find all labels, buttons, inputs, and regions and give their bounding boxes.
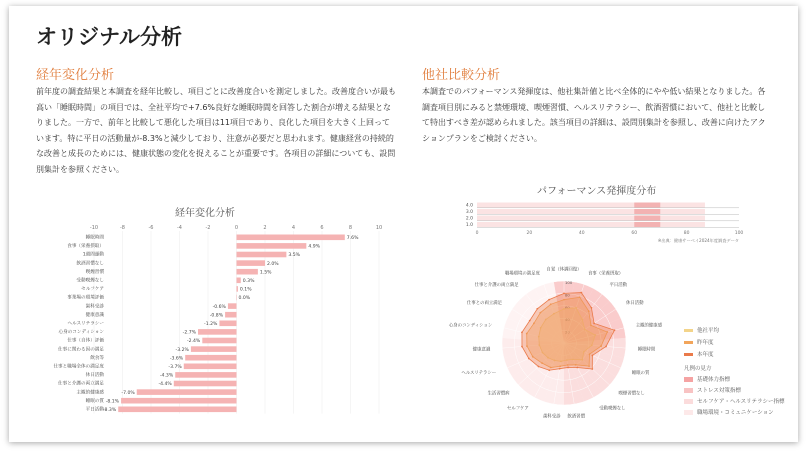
category-label: 1週間運動 (82, 252, 104, 258)
radar-point (576, 367, 578, 369)
x-tick-label: 6 (320, 225, 324, 231)
dist-category-label: 3.0 (465, 210, 473, 215)
dist-segment (477, 209, 634, 214)
bar (237, 252, 287, 258)
dist-segment (660, 203, 705, 208)
legend-item (684, 326, 794, 334)
bar (175, 372, 236, 378)
bar-value-label: -3.2% (175, 347, 189, 353)
bar-chart-title: 経年変化分析 (175, 208, 235, 219)
dist-segment (660, 209, 705, 214)
radar-point (521, 346, 523, 348)
category-label: 食事（栄養摂取） (67, 244, 104, 250)
bar (237, 269, 258, 275)
radar-axis-label: 自覚（体調回復） (546, 267, 582, 273)
bar-value-label: -8.1% (105, 399, 120, 405)
right-section-heading: 他社比較分析 (422, 68, 501, 83)
radar-legend (684, 326, 794, 419)
category-label: 睡眠時間 (85, 235, 104, 241)
radar-point (591, 355, 593, 357)
bar (237, 278, 241, 284)
bar-value-label: -3.6% (169, 356, 184, 362)
legend2-item (684, 408, 794, 416)
category-label: 健康意識 (85, 312, 104, 318)
category-label: 飲食等 (90, 355, 104, 361)
legend2-swatch (684, 388, 693, 393)
dist-tick-label: 100 (734, 231, 744, 236)
bar (174, 381, 237, 387)
radar-chart (439, 258, 689, 428)
legend2-item (684, 375, 794, 383)
radar-tick-label: 80 (565, 292, 570, 298)
radar-point (563, 293, 565, 295)
radar-axis-label: 休日活動 (625, 301, 644, 307)
radar-axis-label: 生活習慣病 (487, 391, 510, 397)
radar-point (591, 368, 593, 370)
bar-value-label: -0.8% (209, 313, 224, 319)
radar-axis-label: セルフケア (506, 406, 529, 412)
dist-category-label: 4.0 (465, 203, 473, 209)
legend-label: 他社平均 (697, 328, 720, 334)
radar-point (528, 358, 530, 360)
category-label: 主観的健康感 (76, 390, 104, 396)
bar-value-label: -4.3% (159, 373, 174, 379)
category-label: 睡眠の質 (85, 398, 104, 404)
category-label: 飲酒習慣なし (76, 261, 104, 267)
bar (202, 338, 236, 344)
bar-value-label: 7.6% (346, 236, 359, 241)
bar (237, 286, 238, 292)
bar-value-label: 2.0% (267, 261, 279, 267)
legend2-label: 基礎体力指標 (697, 377, 731, 383)
x-tick-label: 0 (234, 225, 239, 231)
category-label: 仕事と職場全体の満足度 (53, 364, 104, 370)
radar-point (593, 322, 595, 324)
bar-value-label: 0.0% (238, 296, 251, 302)
bar (219, 321, 236, 327)
radar-axis-label: 仕事との両立満足 (466, 301, 503, 307)
category-label: 喫煙習慣 (85, 269, 104, 275)
legend2-swatch (684, 399, 693, 404)
radar-axis-label: 心身のコンディション (448, 323, 493, 329)
radar-axis-label: 主観的健康感 (635, 323, 663, 329)
x-tick-label: 8 (348, 225, 353, 231)
radar-axis-label: 飲酒習慣 (567, 414, 585, 420)
dist-segment (660, 222, 705, 227)
bar-value-label: 3.5% (288, 253, 301, 259)
category-label: 歯科受診 (85, 304, 104, 310)
report-page (9, 6, 798, 442)
x-tick-label: -4 (177, 225, 182, 231)
category-label: 受動喫煙なし (76, 278, 104, 284)
radar-point (559, 368, 561, 370)
x-tick-label: 2 (263, 225, 267, 231)
distribution-chart-title: パフォーマンス発揮度分布 (537, 186, 657, 197)
dist-tick-label: 60 (631, 231, 638, 236)
dist-tick-label: 40 (578, 231, 585, 236)
radar-axis-label: 喫煙習慣なし (618, 391, 645, 397)
legend2-title: 凡例の見方 (684, 366, 712, 372)
x-tick-label: 10 (375, 225, 383, 231)
left-section-heading: 経年変化分析 (36, 68, 115, 83)
legend2-item (684, 397, 794, 405)
radar-point (548, 369, 550, 371)
legend-label: 昨年度 (697, 340, 714, 346)
category-label: 休日活動 (85, 373, 104, 379)
radar-point (529, 320, 531, 322)
bar (137, 389, 237, 395)
dist-segment (634, 209, 660, 214)
bar-value-label: -0.6% (212, 304, 226, 310)
radar-point (538, 366, 540, 368)
bar-value-label: 4.9% (308, 244, 320, 250)
radar-point (536, 308, 538, 310)
legend2-label: 職場環境・コミュニケーション (697, 410, 774, 416)
bar-value-label: -3.7% (168, 365, 182, 370)
radar-tick-label: 40 (565, 317, 570, 323)
radar-point (591, 307, 593, 309)
bar-value-label: -4.4% (158, 382, 172, 388)
dist-tick-label: 0 (475, 231, 479, 236)
bar-value-label: -2.4% (186, 339, 201, 345)
bar-value-label: -8.3% (102, 408, 117, 413)
bar (184, 364, 237, 370)
category-label: 仕事に関わる因の満足 (58, 347, 104, 353)
bar (191, 346, 237, 352)
radar-point (605, 346, 607, 348)
legend-swatch (684, 329, 693, 332)
category-label: 仕事（自体）評価 (67, 338, 104, 344)
dist-segment (477, 203, 634, 208)
legend-swatch (684, 341, 693, 344)
dist-segment (634, 216, 660, 221)
left-paragraph: 前年度の調査結果と本調査を経年比較し、項目ごとに改善度合いを測定しました。改善度合いが最も高い「睡眠時間」の項目では、全社平均で+7.6%良好な睡眠時間を回答した割合が増える結果となりました。一方で、前年と比較して悪化した項目は11項目であり、良化した項目を大きく上回っています。特に平日の活動量が-8.3%と減少しており、注意が必要だと思われます。健康経営の持続的な改善と成長のためには、健康状態の変化を捉えることが重要です。各項目の詳細についても、設問別集計を参照ください。 (36, 87, 396, 174)
bar (121, 398, 236, 404)
radar-axis-label: ヘルスリテラシー (461, 371, 497, 377)
bar (237, 243, 307, 249)
bar-value-label: -7.0% (121, 390, 135, 396)
legend-item (684, 338, 794, 346)
bar-chart (49, 221, 394, 431)
radar-tick-label: 100 (565, 280, 573, 285)
legend-swatch (684, 353, 693, 356)
bar-value-label: 0.3% (242, 279, 255, 284)
radar-point (548, 299, 550, 301)
x-tick-label: -6 (148, 225, 154, 231)
x-tick-label: -10 (89, 225, 99, 231)
radar-axis-label: 睡眠時間 (637, 347, 656, 353)
dist-category-label: 2.0 (465, 216, 473, 222)
x-tick-label: -2 (205, 225, 211, 231)
radar-axis-label: 平日活動 (609, 283, 628, 289)
legend2-swatch (684, 377, 693, 382)
bar-value-label: -2.7% (182, 330, 197, 336)
legend-item (684, 350, 794, 358)
dist-tick-label: 80 (683, 231, 690, 236)
legend2-swatch (684, 410, 693, 415)
page-title: オリジナル分析 (36, 25, 182, 49)
radar-point (567, 367, 569, 369)
right-paragraph: 本調査でのパフォーマンス発揮度は、他社集計値と比べ全体的にやや低い結果となりました。各調査項目別にみると禁煙環境、喫煙習慣、ヘルスリテラシー、飲酒習慣において、他社と比較して特出すべき差が認められました。該当項目の詳細は、設問別集計を参照し、改善に向けたアクションプランをご検討ください。 (422, 87, 766, 143)
radar-axis-label: 職場環境の満足度 (504, 271, 540, 277)
x-tick-label: 4 (291, 225, 296, 231)
dist-segment (477, 222, 634, 227)
radar-axis-label: 健康意識 (472, 347, 491, 353)
bar-value-label: 1.5% (259, 270, 272, 276)
category-label: セルフケア (81, 287, 104, 293)
bar (237, 235, 345, 241)
legend2-item (684, 386, 794, 394)
dist-category-label: 1.0 (465, 223, 473, 228)
radar-point (580, 292, 582, 294)
legend2-label: ストレス対策指標 (697, 388, 741, 394)
radar-tick-label: 60 (565, 304, 570, 310)
x-tick-label: -8 (120, 225, 125, 231)
dist-segment (634, 222, 660, 227)
bar (118, 407, 236, 413)
bar (198, 329, 236, 335)
radar-point (614, 329, 616, 331)
radar-axis-label: 睡眠の質 (631, 371, 650, 377)
legend-label: 本年度 (697, 352, 714, 358)
bar (228, 303, 237, 309)
radar-tick-label: 20 (565, 329, 570, 335)
bar (237, 260, 266, 266)
radar-axis-label: 歯科受診 (543, 414, 561, 420)
category-label: 平日活動 (85, 407, 104, 413)
bar (225, 312, 236, 318)
category-label: 事業場の環境評価 (67, 295, 104, 301)
bar-value-label: -1.2% (204, 322, 218, 327)
dist-tick-label: 20 (526, 231, 533, 236)
legend2-label: セルフケア・ヘルスリテラシー指標 (697, 399, 785, 405)
distribution-chart (449, 196, 769, 251)
radar-axis-label: 仕事と介護の両立満足 (474, 283, 519, 289)
category-label: ヘルスリテラシー (67, 321, 104, 327)
category-label: 仕事と介護の両立満足 (58, 381, 104, 387)
radar-point (521, 331, 523, 333)
radar-axis-label: 食事（栄養摂取） (588, 271, 624, 277)
bar (185, 355, 236, 361)
dist-segment (634, 203, 660, 208)
bar-value-label: 0.1% (239, 287, 252, 293)
dist-note: ※出典：健康サーベイ2024年度調査データ (657, 238, 739, 243)
radar-axis-label: 受動喫煙なし (599, 406, 626, 412)
dist-segment (660, 216, 705, 221)
dist-segment (477, 216, 634, 221)
category-label: 心身のコンディション (58, 330, 104, 336)
